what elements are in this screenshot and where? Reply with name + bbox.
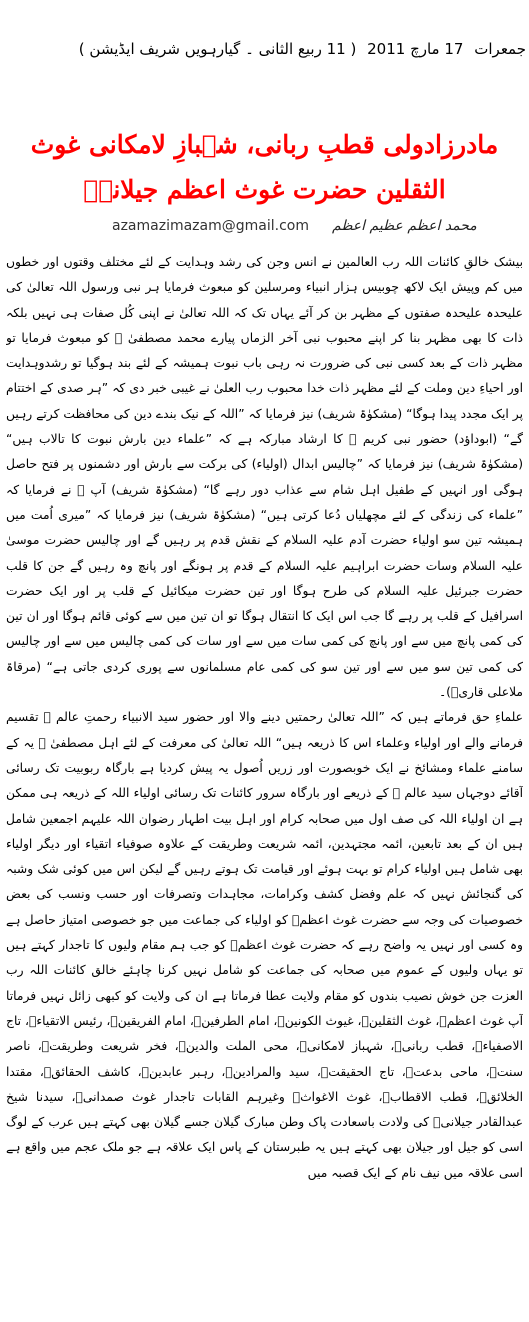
author-email[interactable]: azamazimazam@gmail.com xyxy=(112,218,309,234)
author-name: محمد اعظم عظیم اعظم xyxy=(332,218,477,234)
dateline-edition: ( 11 ربیع الثانی ۔ گیارہویں شریف ایڈیشن ) xyxy=(78,40,357,58)
dateline xyxy=(0,40,529,58)
article-title: مادرزادولی قطبِ ربانی، شہبازِ لامکانی غوث الثقلین حضرت غوث اعظم جیلانیؓ xyxy=(30,130,499,204)
byline xyxy=(0,218,529,240)
dateline-date: 17 مارچ 2011 xyxy=(367,40,464,58)
article-paragraph: بیشک خالقِ کائنات اللہ رب العالمین نے انس وجن کی رشد وہدایت کے لئے مختلف وقتوں اور خطوں میں کم وپیش ایک لاکھ چوبیس ہزار انبیاء ومرسلین کو مبعوث فرمایا ہر نبی ورسول اللہ تعالیٰ کی علیحدہ علیحدہ صفتوں کے مظہر بن کر آئے یہاں تک کہ اللہ تعالیٰ نے اپنی کُل صفات ہی نہیں بلکہ ذات کا بھی مظہر بنا کر اپنے محبوب نبی آخر الزماں پیارے محمد مصطفیٰ ﷺ کو مبعوث فرمایا تو مظہر ذات کے بعد کسی نبی کی ضرورت نہ رہی باب نبوت ہمیشہ کے لئے بند ہوگیا تو رشدوہدایت اور احیاءِ دین وملت کے لئے مظہر ذات خدا محبوب رب العلیٰ نے غیبی خبر دی کہ ”ہر صدی کے اختتام پر ایک مجدد پیدا ہوگا“ (مشکوٰۃ شریف) نیز فرمایا کہ ”اللہ کے نیک بندے دین کی محافظت کرتے رہیں گے“ (ابوداؤد) حضور نبی کریم ﷺ کا ارشاد مبارکہ ہے کہ ”علماء دین بارش نبوت کا تالاب ہیں“ (مشکوٰۃ شریف) نیز فرمایا کہ ”چالیس ابدال (اولیاء) کی برکت سے بارش اور دشمنوں پر فتح حاصل ہوگی اور انہیں کے طفیل اہل شام سے عذاب دور رہے گا“ (مشکوٰۃ شریف) آپ ﷺ نے فرمایا کہ ”علماء کی زندگی کے لئے مچھلیاں دُعا کرتی ہیں“ (مشکوٰۃ شریف) نیز فرمایا کہ ”میری اُمت میں ہمیشہ تین سو اولیاء حضرت آدم علیہ السلام کے نقش قدم پر رہیں گے اور چالیس حضرت موسیٰ علیہ السلام وسات حضرت ابراہیم علیہ السلام کے قدم پر ہونگے اور پانچ وہ رہیں گے جن کا قلب حضرت جبرئیل علیہ السلام کی طرح ہوگا اور تین حضرت میکائیل کے قلب پر اور ایک حضرت اسرافیل کے قلب پر رہے گا جب اس ایک کا انتقال ہوگا تو ان تین میں سے کوئی قائم ہوگا اور ان تین کی کمی پانچ میں سے اور پانچ کی کمی سات میں سے اور سات کی کمی چالیس میں سے اور چالیس کی کمی تین سو میں سے اور تین سو کی کمی عام مسلمانوں سے پوری کردی جاتی ہے“ (مرقاۃ ملاعلی قاریؒ)۔ xyxy=(6,255,523,700)
article-body xyxy=(6,250,523,1318)
article-paragraph: علماءِ حق فرماتے ہیں کہ ”اللہ تعالیٰ رحمتیں دینے والا اور حضور سید الانبیاء رحمتِ عالم ﷺ تقسیم فرمانے والے اور اولیاء وعلماء اس کا ذریعہ ہیں“ اللہ تعالیٰ کی معرفت کے لئے اہل مصطفیٰ ﷺ یہ کے سامنے علماء ومشائخ نے ایک خوبصورت اور زریں اُصول یہ پیش کردیا ہے بارگاہ ربوبیت تک رسائی آقائے دوجہاں سید عالم ﷺ کے ذریعے اور بارگاہ سرور کائنات تک رسائی اولیاء اللہ کے ذریعہ ہی ممکن ہے ان اولیاء اللہ کی صف اول میں صحابہ کرام اور اہل بیت اطہار رضوان اللہ علیہم اجمعین شامل ہیں ان کے بعد تابعین، ائمہ مجتہدین، ائمہ شریعت وطریقت کے علاوہ صوفیاء اتقیاء اور دیگر اولیاء بھی شامل ہیں اولیاء کرام تو بہت ہوئے اور قیامت تک ہوتے رہیں گے لیکن اس میں کوئی شک وشبہ کی گنجائش نہیں کہ علم وفضل کشف وکرامات، مجاہدات وتصرفات اور حسب ونسب کی بعض خصوصیات کی وجہ سے حضرت غوث اعظمؓ کو اولیاء کی جماعت میں جو خصوصی امتیاز حاصل ہے وہ کسی اور نہیں یہ واضح رہے کہ حضرت غوث اعظمؓ کو جب ہم مقام ولیوں کا تاجدار کہتے ہیں تو یہاں ولیوں کے عموم میں صحابہ کی جماعت کو شامل نہیں کرنا چاہئے خالق کائنات اللہ رب العزت جن خوش نصیب بندوں کو مقام ولایت عطا فرماتا ہے ان کی ولایت کو کبھی زائل نہیں فرماتا آپ غوث اعظمؓ، غوث الثقلینؓ، غیوث الکونینؓ، امام الطرفینؓ، امام الفریقینؓ، رئیس الاتقیاءؓ، تاج الاصفیاءؓ، قطب ربانیؓ، شہباز لامکانیؓ، محی الملت والدینؓ، فخر شریعت وطریقتؓ، ناصر سنتؓ، ماحی بدعتؓ، تاج الحقیقتؓ، سید والمرادینؓ، رہبر عابدینؓ، کاشف الحقائقؓ، مقتدا الخلائقؓ، قطب الاقطابؓ، غوث الاغواثؓ وغیرہم القابات تاجدار غوث صمدانیؓ، سیدنا شیخ عبدالقادر جیلانیؓ کی ولادت باسعادت پاک وطن مبارک گیلان جسے گیلان بھی کہتے ہیں عرب کے لوگ اسی کو جیل اور جیلان بھی کہتے ہیں یہ طبرستان کے پاس ایک علاقہ ہے جو ملک عجم میں واقع ہے اسی علاقہ میں نیف نام کے ایک قصبہ میں xyxy=(6,710,523,1180)
dateline-day: جمعرات xyxy=(474,40,526,58)
